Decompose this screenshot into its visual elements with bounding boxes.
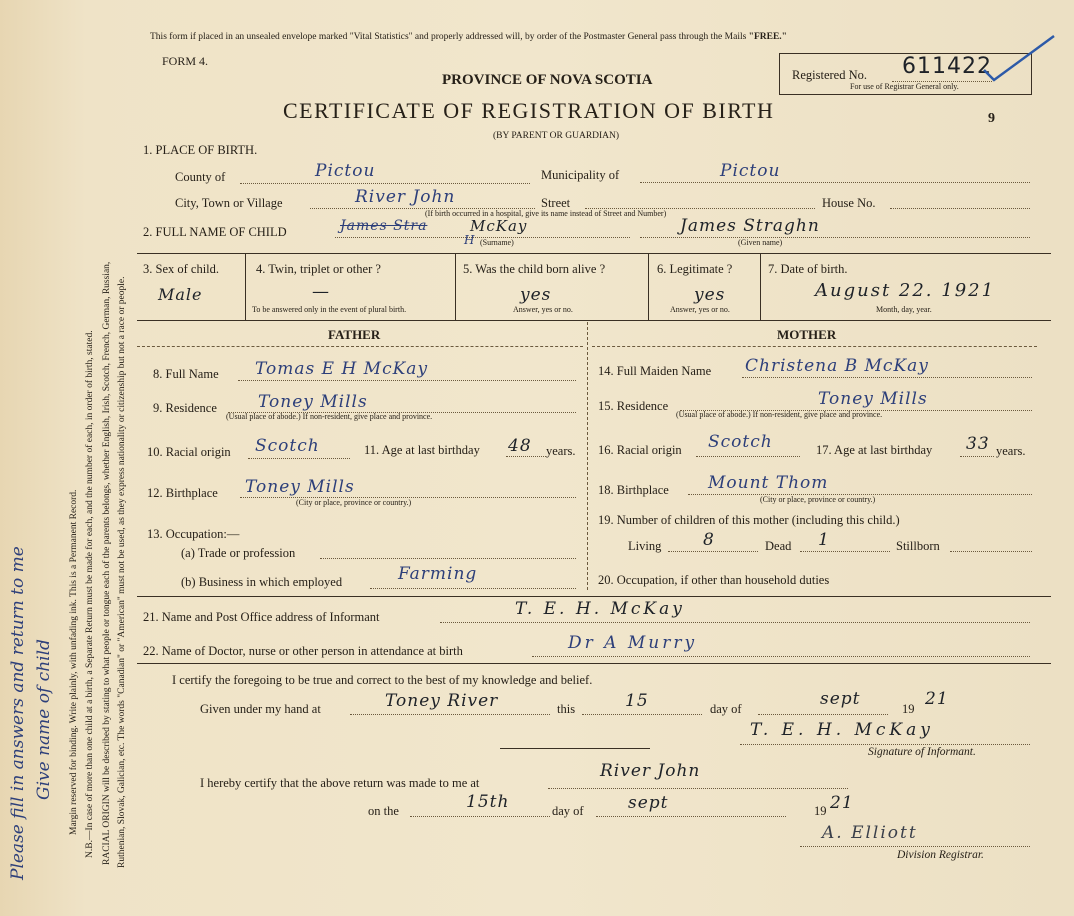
father-birthplace-value: Toney Mills: [245, 477, 355, 497]
registrar-year-prefix: 19: [814, 804, 827, 818]
row3-div-4: [760, 253, 761, 320]
sex-value: Male: [158, 285, 203, 304]
twin-value: —: [312, 282, 330, 302]
sex-label: 3. Sex of child.: [143, 262, 220, 276]
mother-res-value: Toney Mills: [818, 389, 928, 409]
registrar-signature-line: [800, 846, 1030, 847]
check-mark: [980, 30, 1060, 90]
given-month-line: [758, 714, 888, 715]
father-birthplace-label: 12. Birthplace: [147, 486, 218, 500]
row3-bottom-rule: [137, 320, 1051, 321]
margin-note-racial-2: Ruthenian, Slovak, Galician, etc. The words "Canadian" or "American" must not be used, as they express nationality or citizenship but not a race or people.: [117, 276, 127, 868]
province-heading: PROVINCE OF NOVA SCOTIA: [442, 72, 653, 88]
mother-res-note: (Usual place of abode.) If non-resident, give place and province.: [676, 410, 883, 419]
father-birthplace-note: (City or place, province or country.): [296, 498, 412, 507]
father-trade-line: [320, 558, 576, 559]
father-race-line: [248, 458, 350, 459]
informant-signature-label: Signature of Informant.: [868, 746, 976, 758]
mother-res-label: 15. Residence: [598, 399, 669, 413]
certify-statement: I certify the foregoing to be true and correct to the best of my knowledge and belief.: [172, 673, 593, 687]
legitimate-value: yes: [694, 285, 726, 305]
county-value: Pictou: [315, 161, 376, 181]
given-place-value: Toney River: [385, 691, 499, 711]
registrar-signature: A. Elliott: [822, 823, 918, 843]
mother-name-value: Christena B McKay: [745, 356, 929, 376]
parents-bottom-rule: [137, 596, 1051, 597]
county-label: County of: [175, 170, 226, 184]
given-place-line: [350, 714, 550, 715]
twin-label: 4. Twin, triplet or other ?: [256, 262, 381, 276]
mail-notice: This form if placed in an unsealed envelope marked "Vital Statistics" and properly addressed will, by order of the Postmaster General pass through the Mails "FREE.": [150, 32, 787, 42]
corner-code: 9: [988, 111, 995, 126]
dead-label: Dead: [765, 539, 792, 553]
given-label: Given under my hand at: [200, 702, 321, 716]
father-heading-rule: [137, 346, 583, 347]
surname-initial: H: [464, 233, 476, 247]
father-age-label: 11. Age at last birthday: [364, 443, 480, 457]
legitimate-label: 6. Legitimate ?: [657, 262, 733, 276]
registrar-place-value: River John: [600, 761, 701, 781]
mother-race-line: [696, 456, 800, 457]
separator-rule: [500, 748, 650, 749]
mother-age-line: [960, 456, 994, 457]
certificate-title: CERTIFICATE OF REGISTRATION OF BIRTH: [283, 98, 775, 123]
mother-birthplace-note: (City or place, province or country.): [760, 495, 876, 504]
row3-div-1: [245, 253, 246, 320]
father-age-years: years.: [546, 444, 576, 458]
registrar-signature-label: Division Registrar.: [897, 849, 984, 861]
father-name-value: Tomas E H McKay: [255, 359, 429, 379]
mother-age-value: 33: [966, 434, 990, 454]
municipality-label: Municipality of: [541, 168, 620, 182]
county-line: [240, 183, 530, 184]
informant-value: T. E. H. McKay: [515, 599, 685, 619]
child-name-label: 2. FULL NAME OF CHILD: [143, 225, 287, 239]
father-business-line: [370, 588, 576, 589]
registrar-month-value: sept: [628, 793, 669, 813]
mother-children-label: 19. Number of children of this mother (including this child.): [598, 513, 900, 527]
alive-note: Answer, yes or no.: [513, 305, 573, 314]
registrar-year-suffix: 21: [830, 793, 854, 813]
mother-name-line: [742, 377, 1032, 378]
doctor-label: 22. Name of Doctor, nurse or other person in attendance at birth: [143, 644, 463, 658]
margin-note-binding: Margin reserved for binding. Write plainly, with unfading ink. This is a Permanent Record.: [69, 489, 79, 835]
father-heading: FATHER: [328, 327, 381, 342]
father-name-label: 8. Full Name: [153, 367, 219, 381]
registrar-use-note: For use of Registrar General only.: [850, 82, 959, 91]
mother-name-label: 14. Full Maiden Name: [598, 364, 712, 378]
registrar-certify: I hereby certify that the above return was made to me at: [200, 776, 480, 790]
row3-top-rule: [137, 253, 1051, 254]
father-occ-label: 13. Occupation:—: [147, 527, 240, 541]
given-name-line: [640, 237, 1030, 238]
doctor-value: Dr A Murry: [568, 633, 698, 653]
given-month-value: sept: [820, 689, 861, 709]
date-label: 7. Date of birth.: [768, 262, 848, 276]
registrar-day-value: 15th: [466, 792, 510, 812]
informant-signature-line: [740, 744, 1030, 745]
date-value: August 22. 1921: [815, 280, 996, 301]
mother-age-label: 17. Age at last birthday: [816, 443, 933, 457]
informant-bottom-rule: [137, 663, 1051, 664]
registered-label: Registered No.: [792, 68, 867, 82]
father-res-label: 9. Residence: [153, 401, 217, 415]
father-age-line: [506, 456, 546, 457]
father-trade-label: (a) Trade or profession: [181, 546, 296, 560]
margin-note-racial: RACIAL ORIGIN will be described by stating to what people or tongue each of the parents belongs, whether English, Irish, Scotch, French, German, Russian,: [102, 261, 112, 865]
margin-handwriting: Please fill in answers and return to me: [8, 546, 28, 880]
registrar-dayof-label: day of: [552, 804, 584, 818]
surname-struck: James Stra: [340, 218, 428, 234]
row3-div-2: [455, 253, 456, 320]
stillborn-label: Stillborn: [896, 539, 940, 553]
hospital-note: (If birth occurred in a hospital, give its name instead of Street and Number): [425, 209, 667, 218]
father-race-value: Scotch: [255, 436, 320, 456]
alive-label: 5. Was the child born alive ?: [463, 262, 606, 276]
mother-heading: MOTHER: [777, 327, 837, 342]
father-business-value: Farming: [398, 564, 478, 584]
informant-signature: T. E. H. McKay: [750, 720, 934, 740]
twin-note: To be answered only in the event of plural birth.: [252, 305, 407, 314]
margin-handwriting-2: Give name of child: [34, 639, 54, 800]
father-name-line: [238, 380, 576, 381]
father-age-value: 48: [508, 436, 532, 456]
registrar-onthe-label: on the: [368, 804, 399, 818]
mother-birthplace-value: Mount Thom: [708, 473, 829, 493]
city-value: River John: [355, 187, 456, 207]
given-year-suffix: 21: [925, 689, 949, 709]
doctor-line: [532, 656, 1030, 657]
city-label: City, Town or Village: [175, 196, 283, 210]
living-label: Living: [628, 539, 662, 553]
mother-occ-label: 20. Occupation, if other than household duties: [598, 573, 830, 587]
house-line: [890, 208, 1030, 209]
house-label: House No.: [822, 196, 876, 210]
living-line: [668, 551, 758, 552]
form-number: FORM 4.: [162, 54, 209, 68]
mother-race-label: 16. Racial origin: [598, 443, 682, 457]
father-res-note: (Usual place of abode.) If non-resident, give place and province.: [226, 412, 433, 421]
certificate-subtitle: (BY PARENT OR GUARDIAN): [493, 131, 620, 141]
place-of-birth-heading: 1. PLACE OF BIRTH.: [143, 143, 258, 157]
municipality-line: [640, 182, 1030, 183]
mother-heading-rule: [592, 346, 1037, 347]
mother-birthplace-label: 18. Birthplace: [598, 483, 669, 497]
given-day-line: [582, 714, 702, 715]
surname-note: (Surname): [480, 238, 514, 247]
date-note: Month, day, year.: [876, 305, 932, 314]
given-name-value: James Straghn: [680, 216, 820, 236]
given-dayof-label: day of: [710, 702, 742, 716]
municipality-value: Pictou: [720, 161, 781, 181]
registered-number: 611422: [902, 54, 992, 79]
registrar-day-line: [410, 816, 550, 817]
dead-value: 1: [818, 530, 830, 550]
surname-value: McKay: [470, 217, 528, 235]
street-label: Street: [541, 196, 571, 210]
father-res-value: Toney Mills: [258, 392, 368, 412]
this-label: this: [557, 702, 576, 716]
dead-line: [800, 551, 890, 552]
living-value: 8: [703, 530, 715, 550]
informant-line: [440, 622, 1030, 623]
mother-age-years: years.: [996, 444, 1026, 458]
informant-label: 21. Name and Post Office address of Informant: [143, 610, 380, 624]
row3-div-3: [648, 253, 649, 320]
registrar-month-line: [596, 816, 786, 817]
given-day-value: 15: [625, 691, 649, 711]
father-business-label: (b) Business in which employed: [181, 575, 343, 589]
legitimate-note: Answer, yes or no.: [670, 305, 730, 314]
father-race-label: 10. Racial origin: [147, 445, 231, 459]
stillborn-line: [950, 551, 1032, 552]
mother-race-value: Scotch: [708, 432, 773, 452]
given-name-note: (Given name): [738, 238, 783, 247]
registrar-place-line: [548, 788, 848, 789]
given-year-prefix: 19: [902, 702, 915, 716]
margin-note-nb: N.B.—In case of more than one child at a birth, a Separate Return must be made for each, and the number of each, in order of birth, stated.: [85, 330, 95, 858]
parent-column-divider: [587, 322, 588, 590]
alive-value: yes: [520, 285, 552, 305]
